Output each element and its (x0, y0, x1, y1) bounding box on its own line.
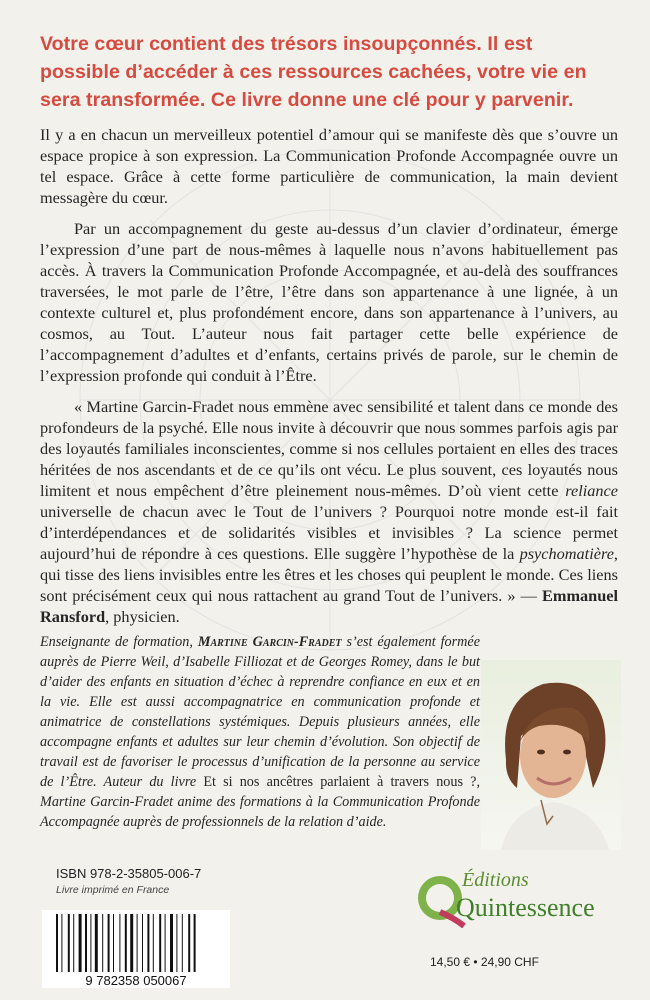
price: 14,50 € • 24,90 CHF (430, 955, 539, 969)
isbn: ISBN 978-2-35805-006-7 (56, 866, 202, 881)
author-photo (481, 660, 621, 850)
tagline: Votre cœur contient des trésors insoupçonnés. Il est possible d’accéder à ces ressources cachées, votre vie en sera transformée. Ce livre donne une clé pour y parvenir. (40, 33, 587, 111)
drop-cap: I (40, 125, 46, 144)
author-bio: Enseignante de formation, Martine Garcin-Fradet s’est également formée auprès de Pierre Weil, d’Isabelle Filliozat et de Georges Romey, dans le but d’aider des enfants en situation d’échec à reprendre confiance en eux et en la vie. Elle est aussi accompagnatrice en communication profonde et animatrice de constellations systémiques. Depuis plusieurs années, elle accompagne enfants et adultes sur leur chemin d’évolution. Son objectif de travail est de favoriser le processus d’unification de la personne au service de l’Être. Auteur du livre Et si nos ancêtres parlaient à travers nous ?, Martine Garcin-Fradet anime des formations à la Communication Profonde Accompagnée auprès de professionnels de la relation d’aide. (40, 634, 481, 830)
publisher-line-1: Éditions (462, 869, 529, 891)
author-name: Martine Garcin-Fradet (197, 634, 342, 650)
publisher-line-2: Quintessence (456, 893, 595, 922)
endorsement-quote: « Martine Garcin-Fradet nous emmène avec sensibilité et talent dans ce monde des profondeurs de la psyché. Elle nous invite à découvrir que nous sommes parfois agis par des loyautés familiales inconscientes, comme si nos cellules portaient en elles des traces héritées de nos ascendants et de ce qu’ils ont vécu. Le plus souvent, ces loyautés nous limitent et nous empêchent d’être pleinement nous-mêmes. D’où vient cette reliance universelle de chacun avec le Tout de l’univers ? Pourquoi notre monde est-il fait d’interdépendances et de solidarités visibles et invisibles ? La science permet aujourd’hui de répondre à ces questions. Elle suggère l’hypothèse de la psychomatière, qui tisse des liens invisibles entre les êtres et les choses qui peuplent le monde. Ces liens sont précisément ceux qui nous rattachent au grand Tout de l’univers. » — Emmanuel Ransford, physicien. (40, 397, 619, 626)
barcode (42, 910, 230, 988)
printed-in: Livre imprimé en France (56, 884, 170, 896)
description-paragraph-1: Il y a en chacun un merveilleux potentiel d’amour qui se manifeste dès que s’ouvre un espace propice à son expression. La Communication Profonde Accompagnée ouvre un tel espace. Grâce à cette forme particulière de communication, la main devient messagère du cœur. (40, 125, 618, 207)
description-paragraph-2: Par un accompagnement du geste au-dessus d’un clavier d’ordinateur, émerge l’expression d’une part de nous-mêmes à laquelle nous n’avons habituellement pas accès. À travers la Communication Profonde Accompagnée, et au-delà des souffrances traversées, le mot parle de l’être, l’être dans son appartenance à une lignée, à un contexte culturel et, plus profondément encore, dans son appartenance à l’univers, au cosmos, au Tout. L’auteur nous fait partager cette belle expérience de l’accompagnement d’adultes et d’enfants, certains privés de parole, sur le chemin de l’expression profonde qui conduit à l’Être. (40, 219, 618, 385)
publisher-logo (410, 860, 620, 928)
quote-author: Emmanuel Ransford (40, 586, 619, 626)
book-title: Et si nos ancêtres parlaient à travers nous ? (203, 774, 477, 790)
isbn-block (56, 866, 201, 896)
barcode-digits: 9 782358 050067 (85, 973, 187, 988)
